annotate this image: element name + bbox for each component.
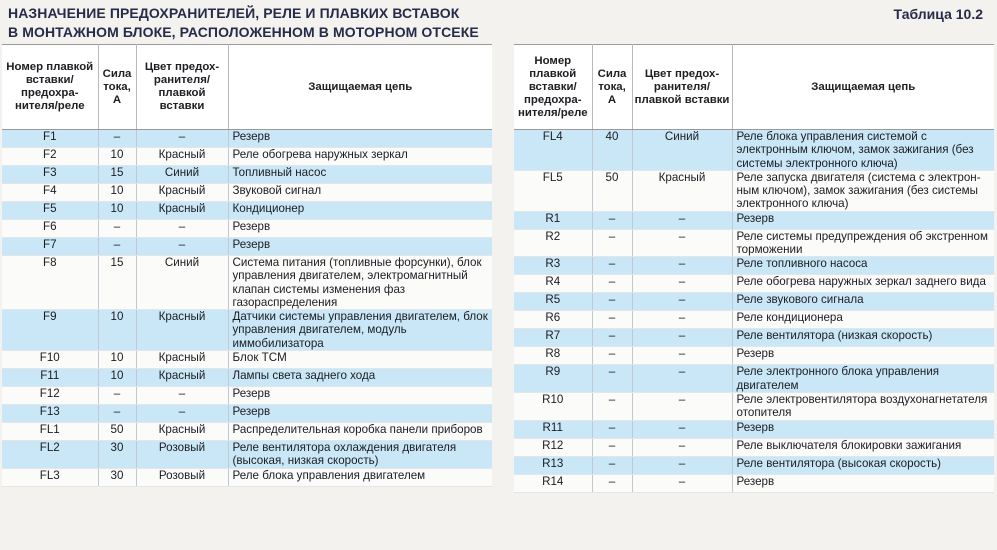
- cell-circuit: Звуковой сигнал: [228, 184, 492, 202]
- cell-number: F3: [2, 166, 98, 184]
- cell-current: –: [98, 405, 136, 423]
- cell-circuit: Резерв: [228, 238, 492, 256]
- cell-circuit: Резерв: [228, 387, 492, 405]
- cell-circuit: Реле запуска двигателя (система с электрон- ным ключом), замок зажигания (без системы электронного ключа): [732, 170, 994, 211]
- cell-circuit: Реле блока управления двигателем: [228, 468, 492, 486]
- table-row: [514, 170, 994, 211]
- table-row: [514, 275, 994, 293]
- cell-current: –: [592, 474, 632, 492]
- cell-current: 30: [98, 468, 136, 486]
- table-row: [514, 130, 994, 171]
- cell-circuit: Реле вентилятора (высокая скорость): [732, 456, 994, 474]
- cell-number: F5: [2, 202, 98, 220]
- cell-current: –: [592, 211, 632, 229]
- cell-current: 10: [98, 351, 136, 369]
- cell-circuit: Резерв: [228, 130, 492, 148]
- cell-number: FL1: [2, 423, 98, 441]
- cell-current: –: [592, 329, 632, 347]
- cell-color: –: [632, 438, 732, 456]
- cell-circuit: Реле вентилятора охлаждения двигателя (высокая, низкая скорость): [228, 441, 492, 469]
- cell-color: Красный: [136, 184, 228, 202]
- table-body-left: [2, 130, 492, 487]
- cell-number: F11: [2, 369, 98, 387]
- cell-current: –: [592, 275, 632, 293]
- cell-number: R13: [514, 456, 592, 474]
- header-color: Цвет предох- ранителя/ плавкой вставки: [136, 45, 228, 130]
- table-row: [2, 310, 492, 351]
- table-row: [2, 130, 492, 148]
- title-line-1: НАЗНАЧЕНИЕ ПРЕДОХРАНИТЕЛЕЙ, РЕЛЕ И ПЛАВКИХ ВСТАВОК: [8, 5, 460, 21]
- cell-color: Синий: [136, 256, 228, 310]
- cell-color: –: [632, 420, 732, 438]
- cell-color: –: [136, 220, 228, 238]
- cell-number: FL5: [514, 170, 592, 211]
- cell-number: FL2: [2, 441, 98, 469]
- cell-color: –: [632, 392, 732, 420]
- cell-circuit: Реле звукового сигнала: [732, 293, 994, 311]
- cell-circuit: Реле блока управления системой с электронным ключом, замок зажигания (без системы электронного ключа): [732, 130, 994, 171]
- table-row: [514, 365, 994, 393]
- cell-current: 10: [98, 148, 136, 166]
- cell-color: Красный: [136, 369, 228, 387]
- cell-number: R5: [514, 293, 592, 311]
- cell-current: –: [98, 130, 136, 148]
- cell-circuit: Лампы света заднего хода: [228, 369, 492, 387]
- cell-color: Красный: [136, 423, 228, 441]
- cell-number: FL4: [514, 130, 592, 171]
- cell-color: –: [632, 329, 732, 347]
- header-circuit: Защищаемая цепь: [228, 45, 492, 130]
- cell-current: –: [98, 220, 136, 238]
- table-row: [514, 456, 994, 474]
- cell-number: R7: [514, 329, 592, 347]
- cell-number: R10: [514, 392, 592, 420]
- cell-circuit: Реле обогрева наружных зеркал заднего вида: [732, 275, 994, 293]
- cell-current: –: [592, 420, 632, 438]
- cell-color: –: [136, 238, 228, 256]
- cell-circuit: Резерв: [732, 211, 994, 229]
- fuse-table-right: [514, 44, 994, 493]
- cell-circuit: Реле выключателя блокировки зажигания: [732, 438, 994, 456]
- table-row: [514, 438, 994, 456]
- cell-current: 40: [592, 130, 632, 171]
- cell-current: 10: [98, 310, 136, 351]
- table-row: [2, 238, 492, 256]
- cell-color: Розовый: [136, 441, 228, 469]
- table-header-row: [2, 45, 492, 130]
- cell-color: –: [136, 405, 228, 423]
- cell-color: –: [136, 387, 228, 405]
- cell-current: –: [592, 456, 632, 474]
- cell-circuit: Реле вентилятора (низкая скорость): [732, 329, 994, 347]
- cell-circuit: Реле кондиционера: [732, 311, 994, 329]
- cell-number: F10: [2, 351, 98, 369]
- table-row: [2, 387, 492, 405]
- cell-current: –: [592, 229, 632, 257]
- cell-color: Красный: [136, 148, 228, 166]
- cell-number: R6: [514, 311, 592, 329]
- table-row: [2, 148, 492, 166]
- table-row: [514, 329, 994, 347]
- cell-current: –: [592, 365, 632, 393]
- cell-color: –: [632, 229, 732, 257]
- table-row: [514, 293, 994, 311]
- cell-current: 50: [98, 423, 136, 441]
- cell-number: FL3: [2, 468, 98, 486]
- cell-circuit: Реле электронного блока управления двигателем: [732, 365, 994, 393]
- cell-circuit: Распределительная коробка панели приборов: [228, 423, 492, 441]
- cell-number: R4: [514, 275, 592, 293]
- table-row: [514, 474, 994, 492]
- cell-circuit: Система питания (топливные форсунки), блок управления двигателем, электромагнитный клапан системы изменения фаз газораспределения: [228, 256, 492, 310]
- cell-number: R3: [514, 257, 592, 275]
- cell-color: –: [632, 257, 732, 275]
- cell-number: R8: [514, 347, 592, 365]
- header-current: Сила тока, А: [592, 45, 632, 130]
- table-row: [514, 211, 994, 229]
- cell-number: R14: [514, 474, 592, 492]
- cell-color: –: [632, 293, 732, 311]
- cell-color: –: [632, 347, 732, 365]
- table-row: [2, 441, 492, 469]
- table-row: [2, 184, 492, 202]
- title-line-2: В МОНТАЖНОМ БЛОКЕ, РАСПОЛОЖЕННОМ В МОТОРНОМ ОТСЕКЕ: [8, 24, 479, 40]
- cell-number: F12: [2, 387, 98, 405]
- cell-number: R12: [514, 438, 592, 456]
- cell-number: R11: [514, 420, 592, 438]
- cell-current: –: [592, 311, 632, 329]
- table-row: [514, 229, 994, 257]
- cell-circuit: Резерв: [732, 474, 994, 492]
- header-current: Сила тока, А: [98, 45, 136, 130]
- cell-circuit: Реле системы предупреждения об экстренном торможении: [732, 229, 994, 257]
- table-row: [514, 392, 994, 420]
- cell-number: F4: [2, 184, 98, 202]
- cell-color: Красный: [136, 351, 228, 369]
- cell-color: –: [632, 211, 732, 229]
- header-number: Номер плавкой вставки/ предохра- нителя/реле: [2, 45, 98, 130]
- cell-color: Красный: [136, 202, 228, 220]
- table-row: [514, 347, 994, 365]
- cell-circuit: Резерв: [732, 347, 994, 365]
- table-row: [2, 468, 492, 486]
- cell-color: –: [136, 130, 228, 148]
- cell-number: F13: [2, 405, 98, 423]
- table-row: [514, 420, 994, 438]
- cell-current: 30: [98, 441, 136, 469]
- cell-circuit: Кондиционер: [228, 202, 492, 220]
- cell-color: Красный: [136, 310, 228, 351]
- cell-current: 50: [592, 170, 632, 211]
- cell-current: –: [98, 238, 136, 256]
- cell-current: 10: [98, 184, 136, 202]
- table-row: [2, 256, 492, 310]
- table-row: [2, 369, 492, 387]
- cell-number: F6: [2, 220, 98, 238]
- cell-color: –: [632, 474, 732, 492]
- cell-circuit: Топливный насос: [228, 166, 492, 184]
- cell-color: Красный: [632, 170, 732, 211]
- cell-circuit: Датчики системы управления двигателем, блок управления двигателем, модуль иммобилизатора: [228, 310, 492, 351]
- cell-number: F2: [2, 148, 98, 166]
- cell-current: –: [592, 257, 632, 275]
- header-number: Номер плавкой вставки/ предохра- нителя/реле: [514, 45, 592, 130]
- header-color: Цвет предох- ранителя/ плавкой вставки: [632, 45, 732, 130]
- table-row: [2, 202, 492, 220]
- table-row: [2, 220, 492, 238]
- cell-color: Синий: [136, 166, 228, 184]
- cell-number: F1: [2, 130, 98, 148]
- cell-circuit: Резерв: [732, 420, 994, 438]
- cell-current: 10: [98, 369, 136, 387]
- table-row: [2, 351, 492, 369]
- table-body-right: [514, 130, 994, 493]
- cell-color: –: [632, 456, 732, 474]
- cell-number: R2: [514, 229, 592, 257]
- cell-circuit: Реле электровентилятора воздухонагнетателя отопителя: [732, 392, 994, 420]
- cell-number: F8: [2, 256, 98, 310]
- cell-circuit: Резерв: [228, 405, 492, 423]
- cell-current: –: [592, 293, 632, 311]
- table-row: [514, 311, 994, 329]
- cell-circuit: Блок TCM: [228, 351, 492, 369]
- cell-color: –: [632, 311, 732, 329]
- table-row: [2, 405, 492, 423]
- table-header-row: [514, 45, 994, 130]
- cell-current: –: [98, 387, 136, 405]
- cell-number: F7: [2, 238, 98, 256]
- table-row: [2, 166, 492, 184]
- cell-current: 10: [98, 202, 136, 220]
- cell-color: –: [632, 365, 732, 393]
- cell-color: –: [632, 275, 732, 293]
- header-circuit: Защищаемая цепь: [732, 45, 994, 130]
- cell-circuit: Резерв: [228, 220, 492, 238]
- cell-color: Синий: [632, 130, 732, 171]
- cell-number: R9: [514, 365, 592, 393]
- cell-circuit: Реле топливного насоса: [732, 257, 994, 275]
- table-row: [2, 423, 492, 441]
- cell-current: –: [592, 347, 632, 365]
- table-number: Таблица 10.2: [893, 6, 983, 22]
- cell-color: Розовый: [136, 468, 228, 486]
- cell-number: F9: [2, 310, 98, 351]
- fuse-table-left: [2, 44, 492, 487]
- cell-current: 15: [98, 256, 136, 310]
- page-title: [8, 4, 479, 42]
- cell-current: 15: [98, 166, 136, 184]
- cell-circuit: Реле обогрева наружных зеркал: [228, 148, 492, 166]
- cell-current: –: [592, 392, 632, 420]
- cell-number: R1: [514, 211, 592, 229]
- table-row: [514, 257, 994, 275]
- cell-current: –: [592, 438, 632, 456]
